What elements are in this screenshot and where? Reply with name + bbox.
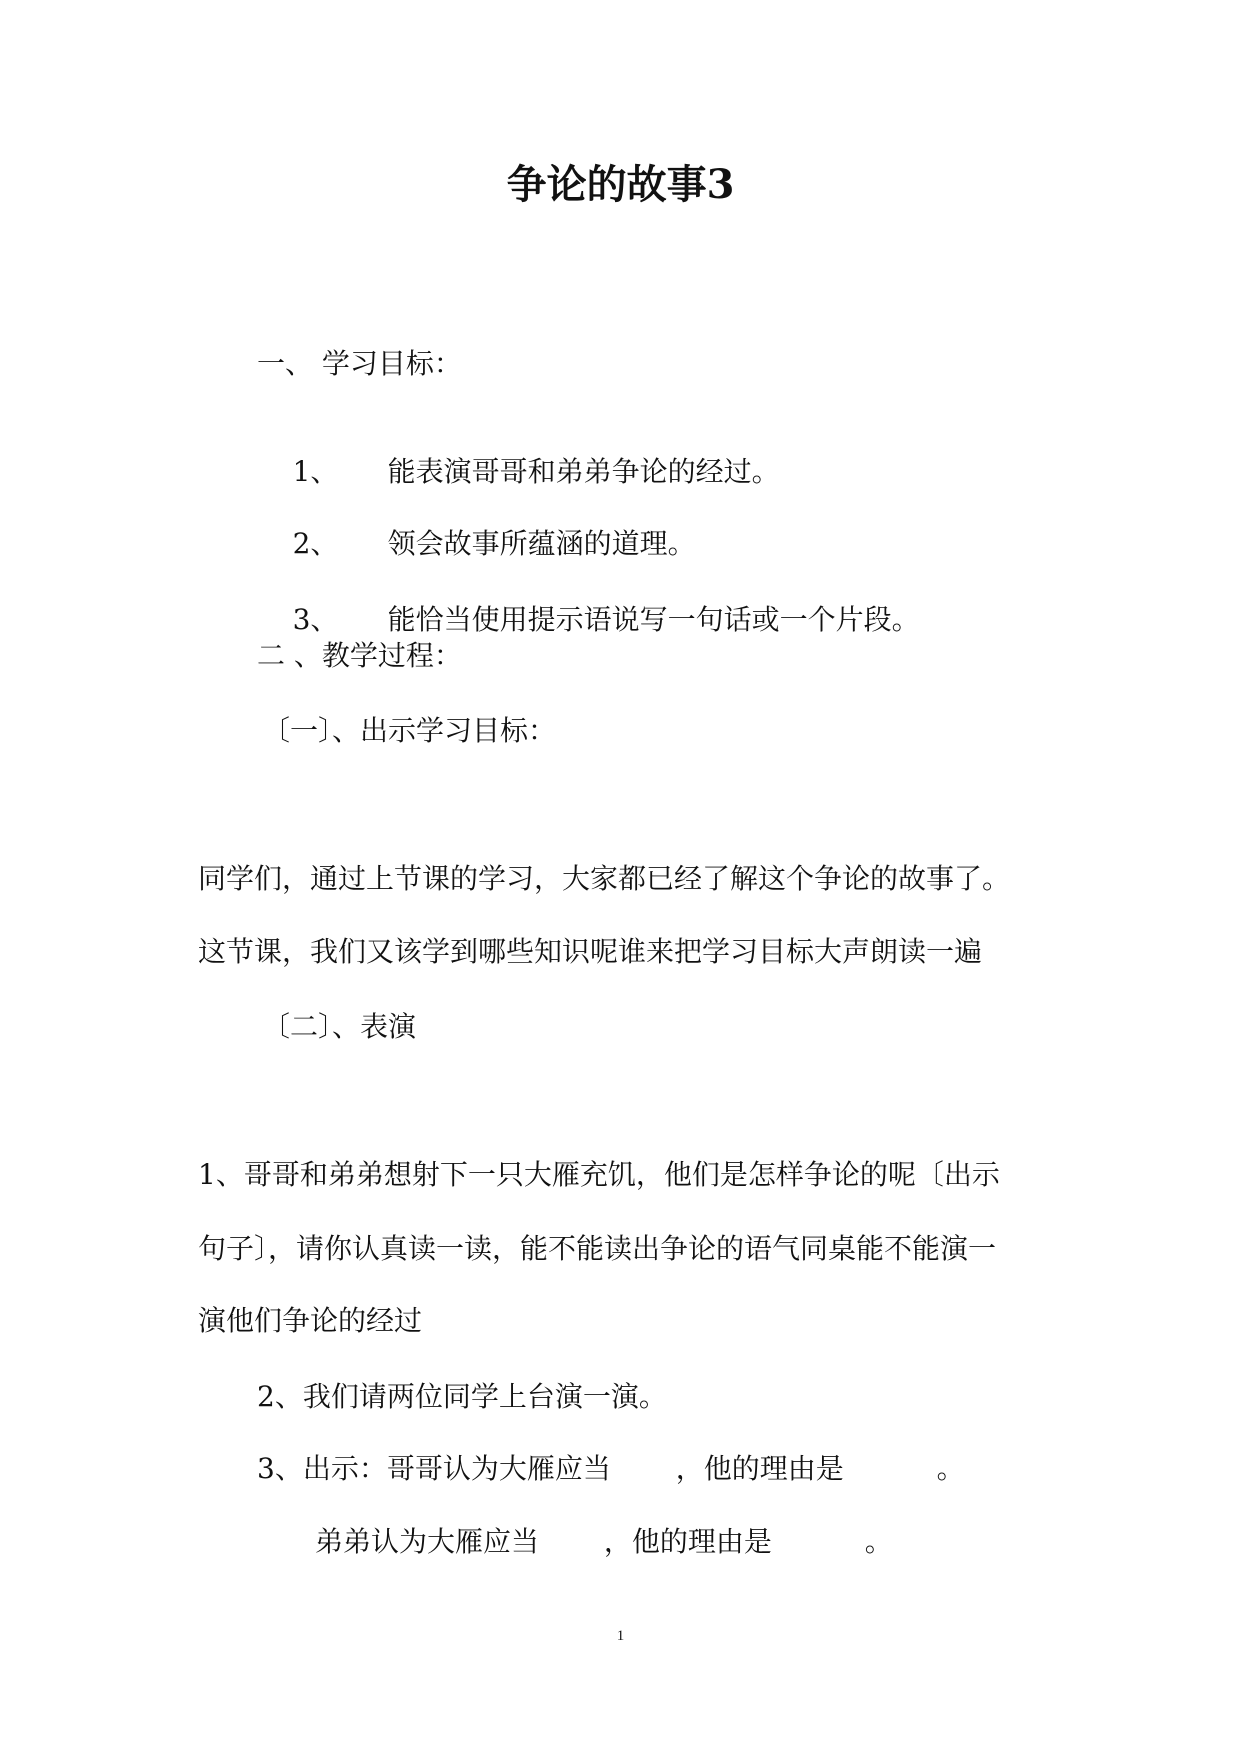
section-heading-objectives: 一、 学习目标： xyxy=(257,347,462,380)
list-item-text: 领会故事所蕴涵的道理。 xyxy=(387,527,696,560)
subsection-heading: 〔二〕、表演 xyxy=(262,1010,417,1043)
page-number: 1 xyxy=(616,1628,625,1644)
paragraph-line: 3、出示：哥哥认为大雁应当 ，他的理由是 。 xyxy=(257,1452,965,1485)
section-heading-process: 二 、教学过程： xyxy=(257,639,462,672)
list-item-text: 能恰当使用提示语说写一句话或一个片段。 xyxy=(387,603,920,636)
list-item-number: 1、 xyxy=(292,455,339,488)
list-item-text: 能表演哥哥和弟弟争论的经过。 xyxy=(387,455,780,488)
subsection-heading: 〔一〕、出示学习目标： xyxy=(262,714,557,747)
paragraph-line: 1、哥哥和弟弟想射下一只大雁充饥，他们是怎样争论的呢〔出示 xyxy=(198,1158,1000,1191)
paragraph-line: 弟弟认为大雁应当 ，他的理由是 。 xyxy=(315,1525,893,1558)
list-item-number: 2、 xyxy=(292,527,339,560)
paragraph-line: 2、我们请两位同学上台演一演。 xyxy=(257,1380,667,1413)
paragraph-line: 同学们，通过上节课的学习，大家都已经了解这个争论的故事了。 xyxy=(198,862,1011,895)
paragraph-line: 演他们争论的经过 xyxy=(198,1304,423,1337)
paragraph-line: 句子〕，请你认真读一读，能不能读出争论的语气同桌能不能演一 xyxy=(198,1232,997,1265)
document-title: 争论的故事3 xyxy=(506,161,735,208)
list-item-number: 3、 xyxy=(292,603,339,636)
paragraph-line: 这节课，我们又该学到哪些知识呢谁来把学习目标大声朗读一遍 xyxy=(198,935,983,968)
